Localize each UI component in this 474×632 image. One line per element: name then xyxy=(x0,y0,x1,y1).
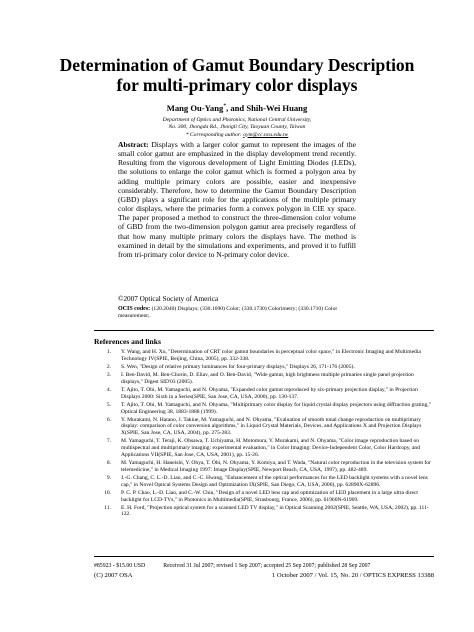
reference-text: T. Ajito, T. Obi, M. Yamaguchi, and N. Ohyama, "Expanded color gamut reproduced by six-primary projection display," in Projection Displays 2000: Sixth in a Series(SPIE, San Jose, CA, USA, 2000), pp. 130-137. xyxy=(121,386,418,400)
reference-text: I. Ben-David, M. Ben-Chorin, D. Eliav, and O. Ben-David, "Wide gamut, high brightness multiple primaries single panel projection displays," Digest SID'03 (2005). xyxy=(121,371,414,385)
reference-number: 1. xyxy=(106,349,111,355)
reference-text: J.-G. Chang, C. L.-D. Liao, and C.-C. Hwang, "Enhancement of the optical performances for the LED backlight systems with a novel lens cap," in Novel Optical Systems Design and Optimization IX(SPIE, San Diego, CA, USA, 2006), pp. 62890X-62896. xyxy=(121,474,428,488)
footer-dates: Received 31 Jul 2007; revised 1 Sep 2007; accepted 25 Sep 2007; published 28 Sep 2007 xyxy=(163,563,371,569)
reference-item xyxy=(94,349,434,363)
reference-number: 5. xyxy=(106,401,111,408)
reference-item xyxy=(94,417,434,438)
reference-number: 4. xyxy=(106,386,111,393)
author-rest: , and Shih-Wei Huang xyxy=(226,103,308,113)
affiliation-line-1: Department of Optics and Photonics, National Central University, xyxy=(162,117,312,123)
reference-number: 3. xyxy=(106,371,111,378)
section-divider-top xyxy=(94,330,434,331)
reference-number: 10. xyxy=(104,489,111,496)
reference-number: 9. xyxy=(106,474,111,481)
reference-number: 7. xyxy=(106,438,111,445)
reference-item xyxy=(94,372,434,386)
author-line xyxy=(40,103,434,113)
affiliation xyxy=(40,117,434,139)
abstract-label: Abstract: xyxy=(118,140,149,149)
footer-line-2 xyxy=(94,572,434,579)
corresponding-label: * Corresponding author: xyxy=(185,131,244,138)
reference-item xyxy=(94,438,434,459)
copyright-notice: ©2007 Optical Society of America xyxy=(118,295,219,303)
affiliation-line-3 xyxy=(40,132,434,139)
title-line-2: for multi-primary color displays xyxy=(116,75,358,95)
abstract-text: Displays with a larger color gamut to represent the images of the small color gamut are emphasized in the display development trend recently. Resulting from the vigorous development of Light Emitting Diodes (LEDs), the solutions to enlarge the color gamut which is formed a polygon area by adding multiple primary colors are possible, easier and inexpensive considerably. Therefore, how to determine the Gamut Boundary Description (GBD) plays a significant role for the applications of the multiple primary color displays, where the primaries form a convex polygon in CIE xy space. The paper proposed a method to construct the three-dimension color volume of GBD from the two-dimension polygon gamut area precisely regardless of that how many multiple primary colors the displays have. The method is examined in detail by the simulations and experiments, and proved it to fulfill from tri-primary color device to N-primary color device. xyxy=(118,140,356,259)
affiliation-line-2: No. 300, Jhongda Rd., Jhongli City, Taoyuan County, Taiwan xyxy=(168,124,306,131)
title-line-1: Determination of Gamut Boundary Description xyxy=(59,55,415,75)
abstract xyxy=(118,140,356,259)
author-email-link[interactable]: oym@cc.ncu.edu.tw xyxy=(243,131,289,138)
reference-number: 8. xyxy=(106,459,111,466)
reference-text: S. Wen, "Design of relative primary luminances for four-primary displays," Displays 26, 171-176 (2005). xyxy=(121,363,355,370)
reference-item xyxy=(94,402,434,416)
reference-number: 11. xyxy=(104,504,111,511)
reference-text: P. C. P. Chao, L.-D. Liao, and C.-W. Chiu, "Design of a novel LED lens cap and optimization of LED placement in a large ultra direct backlight for LCD-TVs," in Photonics in Multimedia(SPIE, Strasbourg, France, 2006), pp. 61960N-61969. xyxy=(121,489,418,503)
references-heading: References and links xyxy=(94,337,161,346)
reference-text: E. H. Ford, "Projection optical system for a scanned LED TV display," in Optical Scanning 2002(SPIE, Seattle, WA, USA, 2002), pp. 111-122. xyxy=(121,504,429,518)
reference-text: M. Yamaguchi, H. Haneishi, Y. Ohya, T. Obi, N. Ohyama, Y. Komiya, and T. Wada, "Natural color reproduction in the television system for telemedicine," in Medical Imaging 1997: Image Display(SPIE, Newport Beach, CA, USA, 1997), pp. 482-489. xyxy=(121,459,431,473)
section-divider-bottom xyxy=(94,556,434,557)
reference-item xyxy=(94,505,434,519)
paper-title xyxy=(40,55,434,95)
reference-item xyxy=(94,364,434,371)
ocis-label: OCIS codes: xyxy=(118,306,151,312)
ocis-codes xyxy=(118,306,356,320)
reference-text: T. Ajito, T. Obi, M. Yamaguchi, and N. Ohyama, "Multiprimary color display for liquid crystal display projectors using diffraction grating," Optical Engineering 38, 1883-1888 (1999). xyxy=(121,401,431,415)
footer-line-1 xyxy=(94,563,434,569)
author-first: Mang Ou-Yang xyxy=(166,103,224,113)
footer-issue: 1 October 2007 / Vol. 15, No. 20 / OPTICS EXPRESS 13388 xyxy=(271,572,434,579)
reference-item xyxy=(94,460,434,474)
reference-item xyxy=(94,490,434,504)
footer-price: #85923 - $15.00 USD xyxy=(94,563,146,569)
reference-item xyxy=(94,387,434,401)
ocis-text: (120.2040) Displays; (330.1690) Color; (330.1730) Colorimetry; (330.1710) Color measurement;. xyxy=(118,306,338,319)
footer-osa: (C) 2007 OSA xyxy=(94,572,133,579)
reference-text: M. Yamaguchi, T. Teraji, K. Ohsawa, T. Uchiyama, H. Motomura, Y. Murakami, and N. Ohyama, "Color image reproduction based on multispectral and multiprimary imaging: experimental evaluation," in Color Imaging: Device-Independent Color, Color Hardcopy, and Applications VII(SPIE, San Jose, CA, USA, 2001), pp. 15-26. xyxy=(121,438,420,458)
reference-number: 2. xyxy=(106,363,111,370)
references-list xyxy=(94,349,434,519)
reference-item xyxy=(94,475,434,489)
reference-number: 6. xyxy=(106,416,111,423)
reference-text: Y. Murakami, N. Hatano, J. Takiue, M. Yamaguchi, and N. Ohyama, "Evaluation of smooth tonal change reproduction on multiprimary display: comparison of color conversion algorithms," in Liquid Crystal Materials, Devices, and Applications X and Projection Displays X(SPIE, San Jose, CA, USA, 2004), pp. 275-283. xyxy=(121,416,422,437)
corresponding-marker: * xyxy=(223,103,227,110)
reference-text: Y. Wang, and H. Xu, "Determination of CRT color gamut boundaries in perceptual color space," in Electronic Imaging and Multimedia Technology IV(SPIE, Beijing, China, 2005), pp. 332-338. xyxy=(121,349,421,362)
